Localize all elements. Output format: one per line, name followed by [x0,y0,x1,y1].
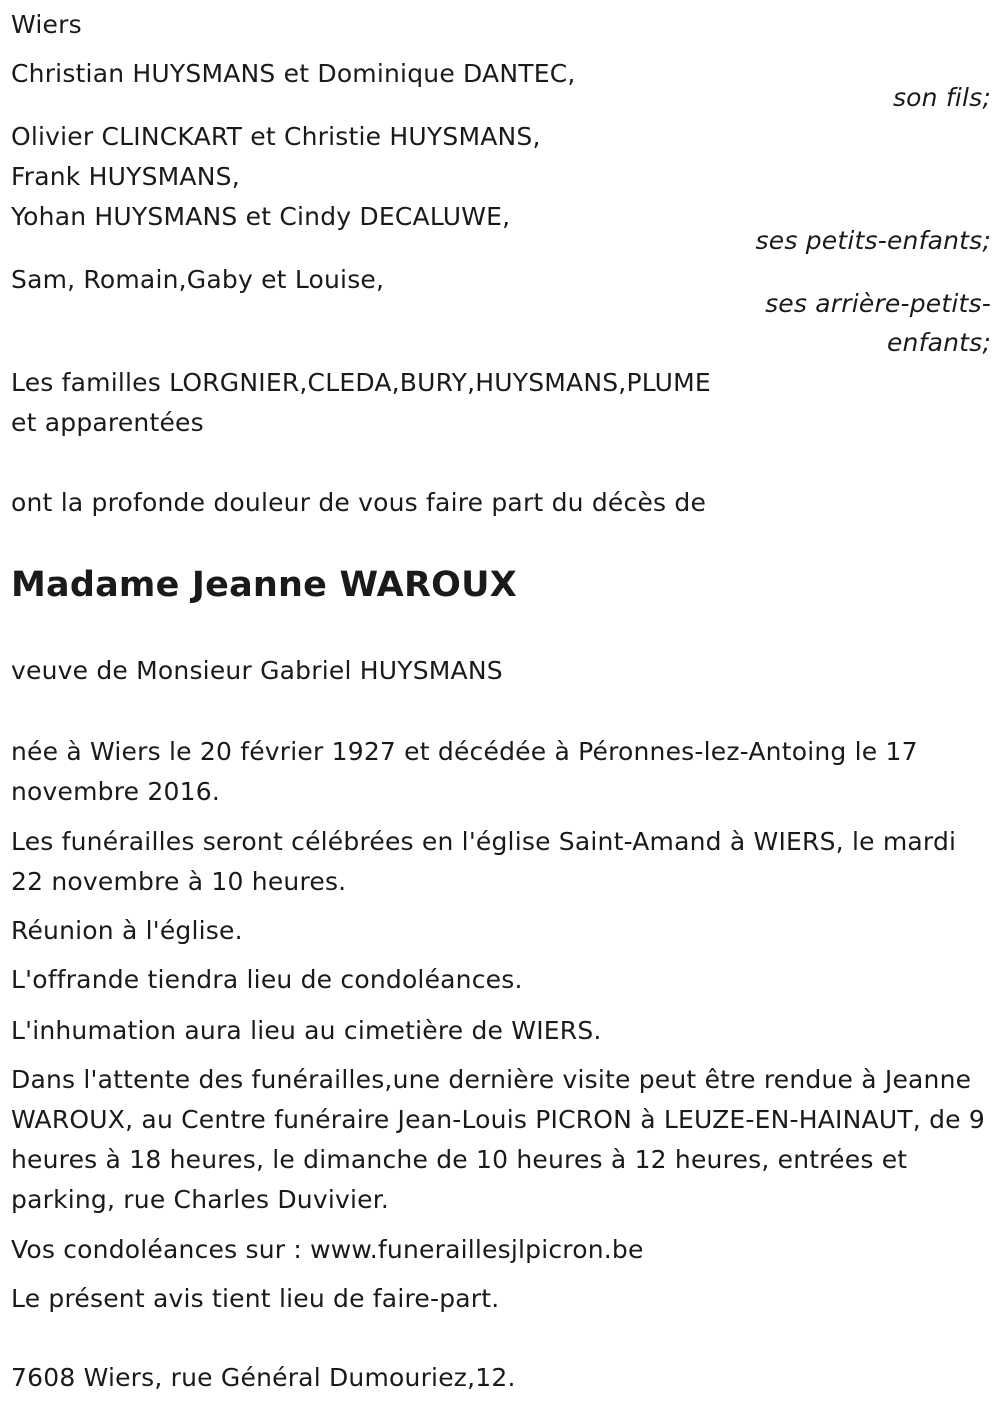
grandchild-name: Frank HUYSMANS, [11,162,240,191]
burial-paragraph: L'inhumation aura lieu au cimetière de WIERS. [11,1016,602,1045]
family-son-name: Christian HUYSMANS et Dominique DANTEC, [11,59,576,88]
grandchildren-role: ses petits-enfants; [755,226,991,255]
deceased-name: Madame Jeanne WAROUX [11,565,517,605]
great-grandchildren-names: Sam, Romain,Gaby et Louise, [11,265,385,294]
announcement-text: ont la profonde douleur de vous faire part du décès de [11,488,707,517]
grandchild-name: Olivier CLINCKART et Christie HUYSMANS, [11,122,541,151]
funeral-paragraph: Les funérailles seront célébrées en l'église Saint-Amand à WIERS, le mardi 22 novembre à 10 heures. [11,827,957,896]
location-header: Wiers [11,10,82,39]
widow-of: veuve de Monsieur Gabriel HUYSMANS [11,656,503,685]
condolences-paragraph: Vos condoléances sur : www.funeraillesjlpicron.be [11,1235,644,1264]
grandchild-name: Yohan HUYSMANS et Cindy DECALUWE, [11,202,511,231]
great-grandchildren-role-line2: enfants; [886,328,991,357]
address-line: 7608 Wiers, rue Général Dumouriez,12. [11,1363,516,1392]
visit-paragraph: Dans l'attente des funérailles,une dernière visite peut être rendue à Jeanne WAROUX, au Centre funéraire Jean-Louis PICRON à LEUZE-EN-HAINAUT, de 9 heures à 18 heures, le dimanche de 10 heures à 12 heures, entrées et parking, rue Charles Duvivier. [11,1065,985,1214]
notice-paragraph: Le présent avis tient lieu de faire-part. [11,1284,500,1313]
family-son-role: son fils; [892,83,991,112]
offering-paragraph: L'offrande tiendra lieu de condoléances. [11,965,523,994]
great-grandchildren-role-line1: ses arrière-petits- [765,289,991,318]
meeting-paragraph: Réunion à l'église. [11,916,243,945]
families-line: Les familles LORGNIER,CLEDA,BURY,HUYSMANS,PLUME [11,368,711,397]
families-line: et apparentées [11,408,204,437]
birth-death-paragraph: née à Wiers le 20 février 1927 et décédée à Péronnes-lez-Antoing le 17 novembre 2016. [11,737,918,806]
